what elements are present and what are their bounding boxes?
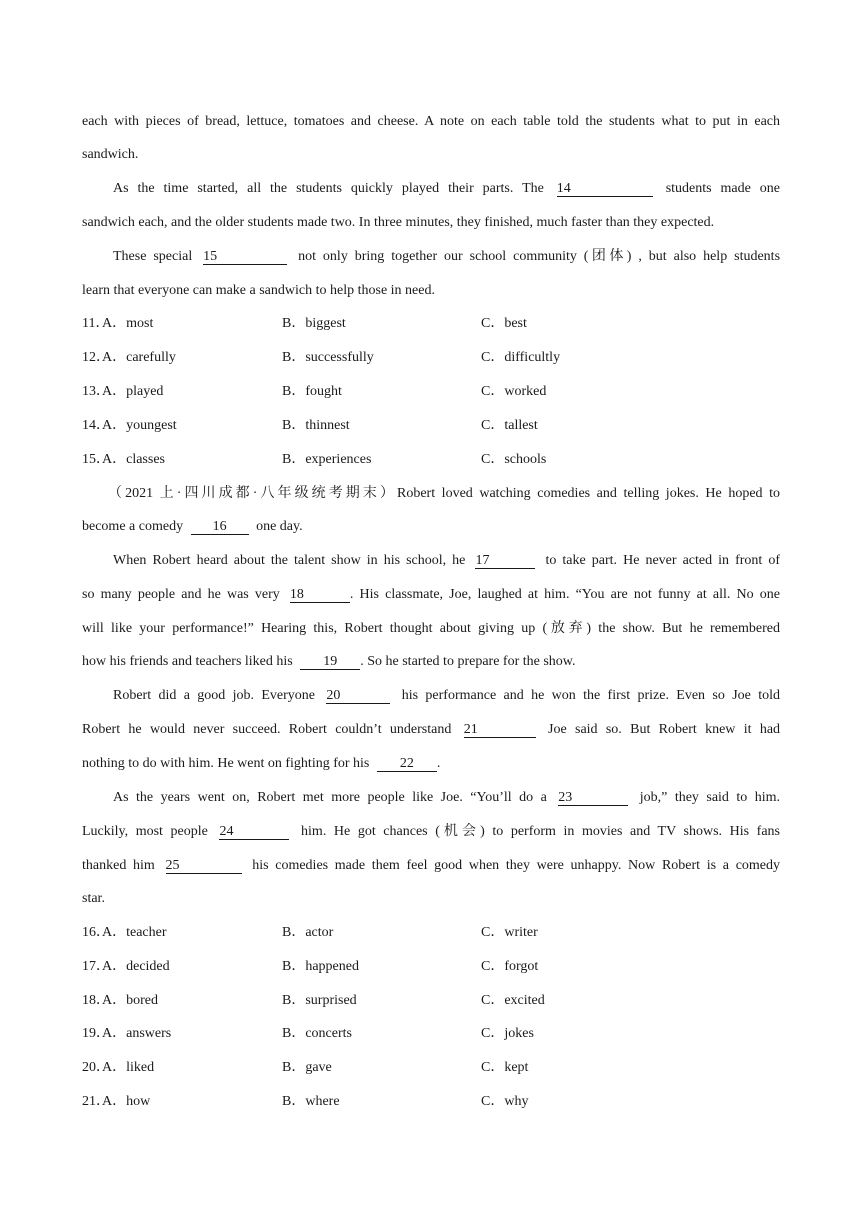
option-a[interactable]: A．carefully [102, 350, 176, 365]
question-row-12 [82, 348, 780, 368]
question-row-11 [82, 314, 780, 334]
blank-24[interactable]: 24 [219, 824, 289, 840]
option-c[interactable]: C．excited [481, 993, 545, 1008]
option-c[interactable]: C．why [481, 1094, 529, 1109]
passage-line [82, 822, 780, 842]
question-row-16 [82, 923, 780, 943]
question-number: 21． [82, 1094, 110, 1109]
passage-text: students made one [665, 181, 781, 196]
option-c[interactable]: C．worked [481, 384, 547, 399]
blank-19[interactable]: 19 [300, 654, 360, 670]
passage-text: Robert did a good job. Everyone [113, 688, 316, 703]
option-a[interactable]: A．youngest [102, 418, 177, 433]
question-row-20 [82, 1058, 780, 1078]
option-a[interactable]: A．how [102, 1094, 151, 1109]
option-c[interactable]: C．writer [481, 925, 538, 940]
option-b[interactable]: B．successfully [282, 350, 374, 365]
passage-line [82, 652, 780, 672]
passage-line [82, 517, 780, 537]
passage-text: As the years went on, Robert met more people like Joe. “You’ll do a [113, 790, 547, 805]
passage-text: his performance and he won the first prize. Even so Joe told [401, 688, 781, 703]
option-c[interactable]: C．best [481, 316, 527, 331]
passage-text: not only bring together our school community (团体) , but also help students [298, 249, 781, 264]
option-b[interactable]: B．experiences [282, 452, 372, 467]
question-row-13 [82, 382, 780, 402]
passage-source-line: （2021 上·四川成都·八年级统考期末）Robert loved watching comedies and telling jokes. He hoped to [108, 486, 780, 501]
passage-text: to take part. He never acted in front of [545, 553, 780, 568]
blank-22[interactable]: 22 [377, 756, 437, 772]
option-b[interactable]: B．actor [282, 925, 334, 940]
option-c[interactable]: C．schools [481, 452, 547, 467]
passage-line: learn that everyone can make a sandwich to help those in need. [82, 283, 435, 298]
question-row-14 [82, 416, 780, 436]
option-a[interactable]: A．teacher [102, 925, 167, 940]
question-number: 13． [82, 384, 110, 399]
blank-16[interactable]: 16 [191, 519, 249, 535]
question-number: 20． [82, 1060, 110, 1075]
passage-text: nothing to do with him. He went on fighting for his [82, 756, 370, 771]
option-b[interactable]: B．thinnest [282, 418, 350, 433]
question-number: 14． [82, 418, 110, 433]
passage-line [113, 686, 780, 706]
question-row-18 [82, 991, 780, 1011]
option-c[interactable]: C．kept [481, 1060, 529, 1075]
blank-17[interactable]: 17 [475, 553, 535, 569]
passage-line [113, 247, 780, 267]
option-b[interactable]: B．fought [282, 384, 342, 399]
option-b[interactable]: B．happened [282, 959, 359, 974]
option-c[interactable]: C．jokes [481, 1026, 534, 1041]
passage-line [82, 720, 780, 740]
option-b[interactable]: B．where [282, 1094, 340, 1109]
option-c[interactable]: C．tallest [481, 418, 538, 433]
passage-text: Luckily, most people [82, 824, 208, 839]
passage-line: sandwich each, and the older students made two. In three minutes, they finished, much faster than they expected. [82, 215, 715, 230]
option-a[interactable]: A．played [102, 384, 164, 399]
option-b[interactable]: B．gave [282, 1060, 332, 1075]
passage-line: star. [82, 891, 105, 906]
option-a[interactable]: A．classes [102, 452, 165, 467]
question-number: 18． [82, 993, 110, 1008]
question-row-19 [82, 1024, 780, 1044]
question-number: 11． [82, 316, 110, 331]
blank-14[interactable]: 14 [557, 181, 653, 197]
question-row-17 [82, 957, 780, 977]
option-a[interactable]: A．most [102, 316, 154, 331]
option-b[interactable]: B．biggest [282, 316, 346, 331]
passage-text: These special [113, 249, 193, 264]
passage-line [82, 585, 780, 605]
passage-text: one day. [256, 519, 303, 534]
passage-line: sandwich. [82, 147, 139, 162]
passage-text: him. He got chances (机会) to perform in movies and TV shows. His fans [301, 824, 781, 839]
passage-text: job,” they said to him. [639, 790, 781, 805]
question-row-15 [82, 450, 780, 470]
option-c[interactable]: C．difficultly [481, 350, 561, 365]
blank-25[interactable]: 25 [166, 858, 242, 874]
option-b[interactable]: B．surprised [282, 993, 357, 1008]
blank-15[interactable]: 15 [203, 249, 287, 265]
blank-20[interactable]: 20 [326, 688, 390, 704]
passage-line [113, 551, 780, 571]
question-row-21 [82, 1092, 780, 1112]
option-b[interactable]: B．concerts [282, 1026, 352, 1041]
blank-23[interactable]: 23 [558, 790, 628, 806]
passage-text: When Robert heard about the talent show in his school, he [113, 553, 466, 568]
passage-text: As the time started, all the students quickly played their parts. The [113, 181, 544, 196]
passage-text: how his friends and teachers liked his [82, 654, 293, 669]
passage-text: so many people and he was very [82, 587, 280, 602]
passage-line: will like your performance!” Hearing this, Robert thought about giving up (放弃) the show. But he remembered [82, 621, 780, 636]
passage-line [82, 754, 780, 774]
passage-text: . [436, 756, 441, 771]
passage-text: Robert he would never succeed. Robert couldn’t understand [82, 722, 452, 737]
question-number: 12． [82, 350, 110, 365]
passage-text: . So he started to prepare for the show. [360, 654, 576, 669]
passage-text: thanked him [82, 858, 155, 873]
option-a[interactable]: A．decided [102, 959, 170, 974]
passage-text: his comedies made them feel good when they were unhappy. Now Robert is a comedy [252, 858, 781, 873]
passage-line [82, 856, 780, 876]
passage-text: Joe said so. But Robert knew it had [548, 722, 781, 737]
question-number: 17． [82, 959, 110, 974]
option-a[interactable]: A．answers [102, 1026, 172, 1041]
question-number: 16． [82, 925, 110, 940]
question-number: 19． [82, 1026, 110, 1041]
passage-line [113, 788, 780, 808]
option-a[interactable]: A．bored [102, 993, 158, 1008]
blank-18[interactable]: 18 [290, 587, 350, 603]
passage-line [113, 179, 780, 199]
passage-text: . His classmate, Joe, laughed at him. “You are not funny at all. No one [349, 587, 781, 602]
passage-line: each with pieces of bread, lettuce, tomatoes and cheese. A note on each table told the students what to put in each [82, 114, 780, 129]
option-c[interactable]: C．forgot [481, 959, 539, 974]
question-number: 15． [82, 452, 110, 467]
option-a[interactable]: A．liked [102, 1060, 155, 1075]
blank-21[interactable]: 21 [464, 722, 536, 738]
passage-text: become a comedy [82, 519, 184, 534]
